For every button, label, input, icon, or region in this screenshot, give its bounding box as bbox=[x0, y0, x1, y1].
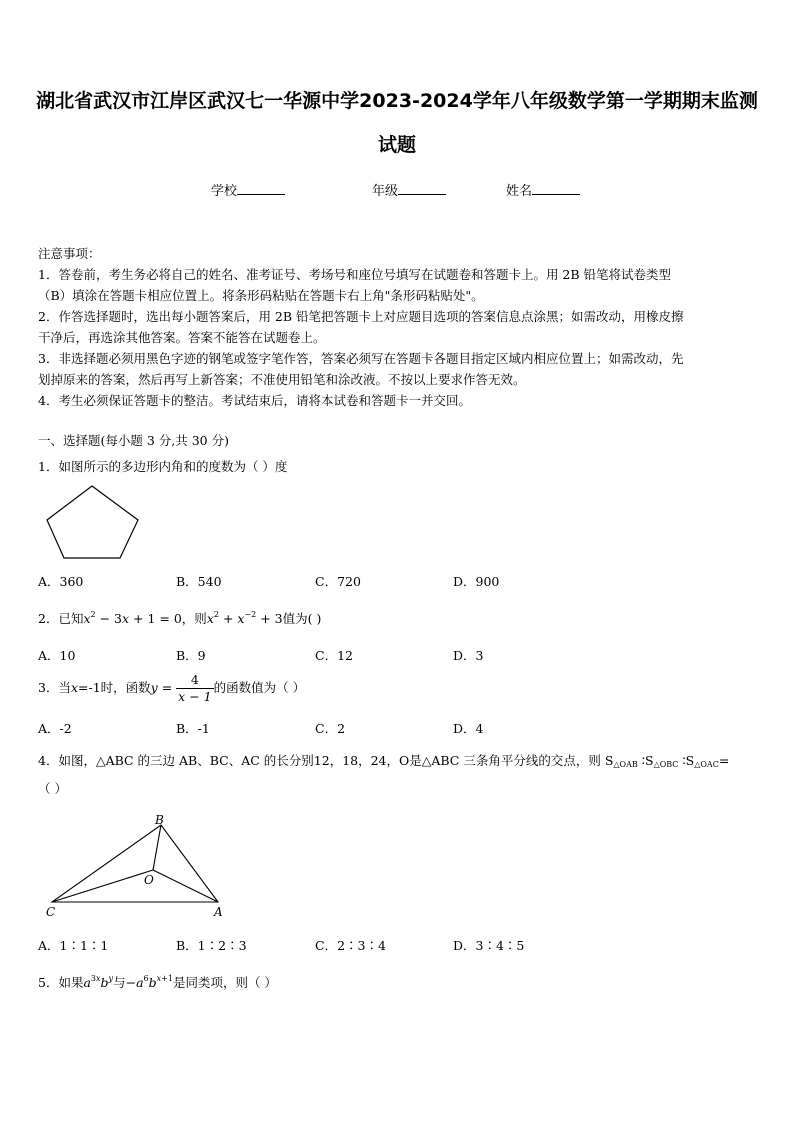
q3-stem: 3．当x=-1时，函数y = $\frac{4}{x - 1}$ 的函数值为（ ） bbox=[38, 672, 306, 704]
grade-label: 年级 bbox=[372, 184, 399, 199]
bisector-co bbox=[52, 870, 153, 902]
q4-option-c[interactable]: C．2∶3∶4 bbox=[315, 938, 386, 953]
q4-stem-line2: （ ） bbox=[38, 781, 67, 796]
q5-stem: 5．如果$a^{3x}b^y$与$-a^6b^{x+1}$是同类项，则（ ） bbox=[38, 974, 277, 990]
note-line: （B）填涂在答题卡相应位置上。将条形码粘贴在答题卡右上角"条形码粘贴处"。 bbox=[38, 288, 484, 303]
q3-fraction: $\frac{4}{x - 1}$ bbox=[178, 672, 212, 704]
bisector-ao bbox=[153, 870, 218, 902]
name-label: 姓名 bbox=[506, 184, 533, 199]
q2-option-c[interactable]: C．12 bbox=[315, 648, 353, 663]
page-title-line1: 湖北省武汉市江岸区武汉七一华源中学2023-2024学年八年级数学第一学期期末监测 bbox=[36, 90, 758, 112]
q2-option-b[interactable]: B．9 bbox=[176, 648, 206, 663]
note-line: 划掉原来的答案，然后再写上新答案；不准使用铅笔和涂改液。不按以上要求作答无效。 bbox=[38, 372, 526, 387]
q1-option-a[interactable]: A．360 bbox=[38, 574, 84, 589]
label-b: B bbox=[155, 813, 164, 827]
q1-option-c[interactable]: C．720 bbox=[315, 574, 361, 589]
note-line: 干净后，再选涂其他答案。答案不能答在试题卷上。 bbox=[38, 330, 326, 345]
q2-option-a[interactable]: A．10 bbox=[38, 648, 76, 663]
q4-stem-line1: 4．如图，△ABC 的三边 AB、BC、AC 的长分别12，18，24，O是△ABC 三条角平分线的交点，则 $S_{\triangle OAB}$ $∶S_{\triangle OBC}$ $∶S_{\triangle OAC}=$ bbox=[38, 753, 730, 769]
triangle-abc bbox=[52, 825, 218, 902]
q1-option-b[interactable]: B．540 bbox=[176, 574, 222, 589]
bisector-bo bbox=[153, 825, 161, 870]
q3-option-c[interactable]: C．2 bbox=[315, 721, 346, 736]
note-line: 4．考生必须保证答题卡的整洁。考试结束后，请将本试卷和答题卡一并交回。 bbox=[38, 393, 471, 408]
school-field bbox=[211, 180, 285, 199]
q3-option-a[interactable]: A．-2 bbox=[38, 721, 72, 736]
grade-field bbox=[372, 180, 446, 199]
page-title-line2: 试题 bbox=[377, 134, 416, 156]
q4-option-b[interactable]: B．1∶2∶3 bbox=[176, 938, 247, 953]
notes-heading: 注意事项： bbox=[38, 246, 101, 261]
name-field bbox=[506, 180, 580, 199]
grade-blank[interactable] bbox=[398, 182, 446, 195]
note-line: 2．作答选择题时，选出每小题答案后，用 2B 铅笔把答题卡上对应题目选项的答案信息点涂黑；如需改动，用橡皮擦 bbox=[38, 309, 684, 324]
note-line: 3．非选择题必须用黑色字迹的钢笔或签字笔作答，答案必须写在答题卡各题目指定区域内相应位置上；如需改动，先 bbox=[38, 351, 684, 366]
school-label: 学校 bbox=[211, 184, 238, 199]
pentagon-shape bbox=[47, 486, 138, 558]
label-o: O bbox=[144, 873, 154, 887]
name-blank[interactable] bbox=[532, 182, 580, 195]
q3-option-b[interactable]: B．-1 bbox=[176, 721, 210, 736]
q2-stem: 2．已知$x^2 - 3x + 1 = 0$，则$x^2 + x^{-2} + 3$值为( ) bbox=[38, 610, 322, 626]
section-heading: 一、选择题(每小题 3 分,共 30 分) bbox=[38, 433, 229, 448]
label-a: A bbox=[214, 905, 223, 919]
q4-option-a[interactable]: A．1∶1∶1 bbox=[38, 938, 109, 953]
triangle-figure bbox=[40, 812, 240, 920]
q4-option-d[interactable]: D．3∶4∶5 bbox=[453, 938, 525, 953]
pentagon-figure bbox=[44, 482, 144, 562]
note-line: 1．答卷前，考生务必将自己的姓名、准考证号、考场号和座位号填写在试题卷和答题卡上。用 2B 铅笔将试卷类型 bbox=[38, 267, 672, 282]
label-c: C bbox=[46, 905, 56, 919]
school-blank[interactable] bbox=[237, 182, 285, 195]
q1-option-d[interactable]: D．900 bbox=[453, 574, 500, 589]
q1-stem: 1．如图所示的多边形内角和的度数为（ ）度 bbox=[38, 459, 288, 474]
q2-option-d[interactable]: D．3 bbox=[453, 648, 484, 663]
q3-option-d[interactable]: D．4 bbox=[453, 721, 484, 736]
